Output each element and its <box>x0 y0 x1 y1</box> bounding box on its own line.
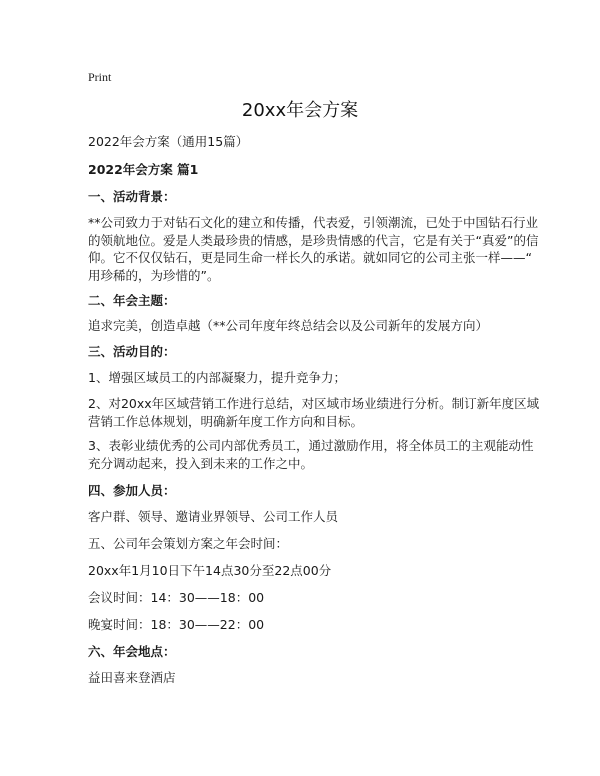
paragraph-line: 3、表彰业绩优秀的公司内部优秀员工，通过激励作用，将全体员工的主观能动性 <box>88 438 534 453</box>
paragraph-line: **公司致力于对钻石文化的建立和传播，代表爱，引领潮流，已处于中国钻石行业 <box>88 215 539 230</box>
paragraph-line: 仰。它不仅仅钻石，更是同生命一样长久的承诺。就如同它的公司主张一样——“ <box>88 250 532 265</box>
print-label: Print <box>88 70 112 84</box>
paragraph-line: 的领航地位。爱是人类最珍贵的情感，是珍贵情感的代言，它是有关于“真爱”的信 <box>88 232 539 248</box>
theme-text: 追求完美，创造卓越（**公司年度年终总结会以及公司新年的发展方向） <box>88 318 489 333</box>
paragraph-line: 营销工作总体规划，明确新年度工作方向和目标。 <box>88 413 364 429</box>
section-title: 2022年会方案 篇1 <box>88 162 199 177</box>
heading-goals: 三、活动目的： <box>88 344 176 359</box>
participants-text: 客户群、领导、邀请业界领导、公司工作人员 <box>88 509 339 524</box>
page-title: 20xx年会方案 <box>241 100 359 121</box>
heading-time: 五、公司年会策划方案之年会时间： <box>88 536 289 551</box>
heading-theme: 二、年会主题： <box>88 293 176 308</box>
banquet-time-text: 晚宴时间：18：30——22：00 <box>88 617 265 632</box>
meeting-time-text: 会议时间：14：30——18：00 <box>88 590 265 605</box>
location-text: 益田喜来登酒店 <box>88 670 176 685</box>
background-paragraph <box>88 214 539 284</box>
goal-item-3 <box>88 437 534 472</box>
goal-item-1: 1、增强区域员工的内部凝聚力，提升竞争力； <box>88 370 346 385</box>
paragraph-line: 充分调动起来，投入到未来的工作之中。 <box>88 455 314 471</box>
doc-subtitle: 2022年会方案（通用15篇） <box>88 134 249 149</box>
heading-participants: 四、参加人员： <box>88 483 176 498</box>
goal-item-2 <box>88 395 540 430</box>
heading-location: 六、年会地点： <box>88 644 176 659</box>
paragraph-line: 用珍稀的，为珍惜的”。 <box>88 267 220 283</box>
heading-background: 一、活动背景： <box>88 189 176 204</box>
datetime-text: 20xx年1月10日下午14点30分至22点00分 <box>88 563 332 578</box>
paragraph-line: 2、对20xx年区域营销工作进行总结，对区域市场业绩进行分析。制订新年度区域 <box>88 396 540 411</box>
